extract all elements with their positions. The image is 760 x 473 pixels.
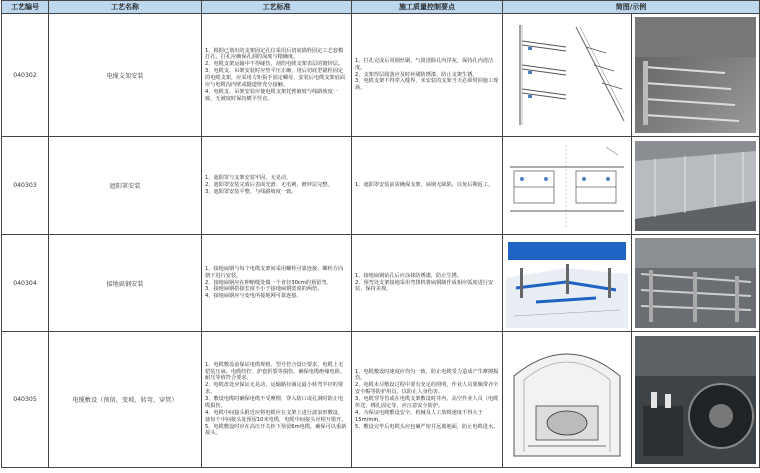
row-control	[352, 14, 503, 137]
sunshade-drawing	[506, 141, 628, 231]
row-name: 电缆敷设（预留、变坡、转弯、穿管）	[49, 332, 202, 468]
cable-laying-photo	[632, 332, 760, 468]
row-standard	[202, 235, 352, 332]
header-row	[2, 1, 760, 14]
header-diagram: 简图/示例	[503, 1, 760, 14]
row-code: 040305	[2, 332, 49, 468]
cable-laying-drawing	[506, 336, 628, 464]
header-standard: 工艺标准	[202, 1, 352, 14]
grounding-photo-image	[635, 238, 756, 328]
row-code: 040302	[2, 14, 49, 137]
table-row	[2, 14, 760, 137]
process-table	[1, 0, 760, 468]
sunshade-photo-image	[635, 141, 756, 231]
row-standard	[202, 332, 352, 468]
row-name: 电缆支架安装	[49, 14, 202, 137]
cable-laying-photo-image	[635, 336, 756, 464]
grounding-photo	[632, 235, 760, 332]
row-name: 遮阳罩安装	[49, 137, 202, 235]
bracket-photo	[632, 14, 760, 137]
standard-text: 1、根据已划出的支架固定孔位采用后切底锚栓固定工艺套模打孔，打孔应确保孔洞的深度与精确度。 2、电缆支架运输中不得碰伤，刮伤电缆支架表层的镀锌层。 3、电缆支、吊架安装时应垫平压正确，用后切底型锚栓固定的电缆支架，应采用力矩扳手固定螺母，安装后电缆支架底面应与电缆沟内壁或隧道壁充分接触。 4、电缆支、吊架安装应使电缆支架托臂被坡与线路坡度一致，无被度时保持横平竖直。	[205, 47, 346, 102]
standard-text: 1、遮阳罩与支架安装牢固，无晃动。 2、遮阳罩安装完成后表面光滑、无毛刺，镀锌层完整。 3、遮阳罩安装平整，与线路坡度一致。	[205, 175, 333, 195]
control-text: 1、电缆敷设时速度应均匀一致，防止电缆受力造成产生摩擦损伤。 2、电缆未尽敷设过程中要有充足的照明，作业人员要佩带齐全安全帽等防护用具，以防止人身伤害。 3、电缆穿导管或在电缆支架敷设时井内、高空作业人员（电缆传送、绑扎固定等，应注意安全防护。 4、为保证电缆敷设安全，机械及人工放缆速度不得大于15m/min。 5、敷设完毕后电缆头应包裹严密并远离地面，防止电缆进水。	[355, 368, 499, 430]
row-name: 接地扁钢安装	[49, 235, 202, 332]
grounding-diagram	[503, 235, 632, 332]
cable-laying-diagram	[503, 332, 632, 468]
header-name: 工艺名称	[49, 1, 202, 14]
header-control: 施工质量控制要点	[352, 1, 503, 14]
table-row	[2, 137, 760, 235]
control-text: 1、打孔完成后用钢丝刷、气筒清除孔内浮灰，保持孔内清洁度。 2、支架焊层圆落应及时补刷防锈漆，防止支架生锈。 3、电缆支架不得穿入缝界，未安装的支架当天必须带回施工现场。	[355, 57, 499, 92]
control-text: 1、遮阳罩安装前需确保支架、扁钢无缺陷，以免后期返工。	[355, 182, 494, 189]
bracket-photo-image	[635, 17, 756, 133]
bracket-drawing	[506, 17, 628, 133]
table-row	[2, 332, 760, 468]
table-row	[2, 235, 760, 332]
row-standard	[202, 14, 352, 137]
row-code: 040303	[2, 137, 49, 235]
row-standard	[202, 137, 352, 235]
sunshade-diagram	[503, 137, 632, 235]
row-code: 040304	[2, 235, 49, 332]
header-code: 工艺编号	[2, 1, 49, 14]
row-control	[352, 332, 503, 468]
bracket-diagram	[503, 14, 632, 137]
row-control	[352, 137, 503, 235]
row-control	[352, 235, 503, 332]
control-text: 1、接地扁钢钻孔后应涂抹防锈漆，防止生锈。 2、预弯处支架接地采用弯排机将扁钢制作成相应弧度进行安装，保持美观。	[355, 272, 494, 293]
grounding-drawing	[506, 238, 628, 328]
standard-text: 1、接地扁钢与每个电缆支架间采用螺栓可靠连接，螺栓方向朝下进行安装。 2、接地扁钢应在伸缩缝处做一个直径30cm的预留弯。 3、接地扁钢搭接长度不小于接地扁钢宽度的两倍。 4、接地扁钢应与变电所接地网可靠连接。	[205, 265, 344, 300]
sunshade-photo	[632, 137, 760, 235]
standard-text: 1、电缆敷设前保证电缆规格、型号符合设计要求，电缆上无铠装压扁、电缆绞拧、护套折裂等损伤，确保电缆绝缘电阻、耐压等值符合要求。 2、电缆盘处应保证无晃动，运输路径满足最小转弯半径的要求。 3、敷设电缆时确保电缆不受摩擦，穿入防口或孔洞时防止电缆损伤。 4、电缆中间接头附近应将电缆应在支架上进行波浪形敷设，使每个中间接头处预留10米电缆，电缆中间接头应相互错开。 5、电缆敷设时应在高压开关柜下预留6m电缆，确保可以重新接头。	[205, 361, 347, 437]
